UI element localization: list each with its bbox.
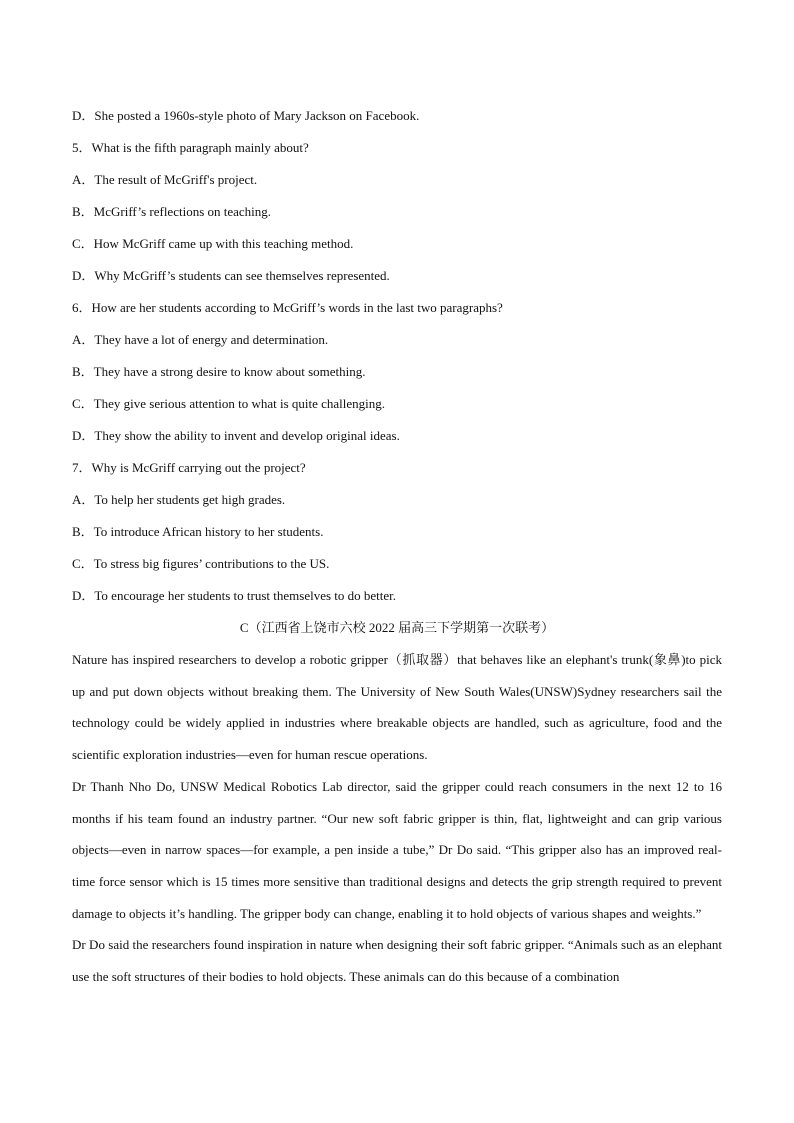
option-5d: D．Why McGriff’s students can see themselves represented. <box>72 268 390 283</box>
option-6b: B．They have a strong desire to know about something. <box>72 364 366 379</box>
passage-paragraph-3: Dr Do said the researchers found inspiration in nature when designing their soft fabric gripper. “Animals such as an elephant use the soft structures of their bodies to hold objects. These animals can do this because of a combination <box>72 937 722 985</box>
option-7a: A．To help her students get high grades. <box>72 492 286 507</box>
option-6d: D．They show the ability to invent and develop original ideas. <box>72 428 400 443</box>
option-7d: D．To encourage her students to trust themselves to do better. <box>72 588 397 603</box>
question-7: 7．Why is McGriff carrying out the project? <box>72 460 306 475</box>
option-7c: C．To stress big figures’ contributions to the US. <box>72 556 330 571</box>
passage-paragraph-2: Dr Thanh Nho Do, UNSW Medical Robotics Lab director, said the gripper could reach consumers in the next 12 to 16 months if his team found an industry partner. “Our new soft fabric gripper is thin, flat, lightweight and can grip various objects—even in narrow spaces—for example, a pen inside a tube,” Dr Do said. “This gripper also has an improved real-time force sensor which is 15 times more sensitive than traditional designs and detects the grip strength required to prevent damage to objects it’s handling. The gripper body can change, enabling it to hold objects of various shapes and weights.” <box>72 778 722 921</box>
option-5c: C．How McGriff came up with this teaching method. <box>72 236 354 251</box>
option-6c: C．They give serious attention to what is quite challenging. <box>72 396 386 411</box>
option-4d: D．She posted a 1960s-style photo of Mary Jackson on Facebook. <box>72 108 420 123</box>
option-5b: B．McGriff’s reflections on teaching. <box>72 204 272 219</box>
passage-paragraph-1: Nature has inspired researchers to develop a robotic gripper（抓取器）that behaves like an elephant's trunk(象鼻)to pick up and put down objects without breaking them. The University of New South Wales(UNSW)Sydney researchers sail the technology could be widely applied in industries where breakable objects are handled, such as agriculture, food and the scientific exploration industries—even for human rescue operations. <box>72 652 722 763</box>
question-5: 5．What is the fifth paragraph mainly about? <box>72 140 309 155</box>
option-5a: A．The result of McGriff's project. <box>72 172 258 187</box>
section-title: C（江西省上饶市六校 2022 届高三下学期第一次联考） <box>239 620 555 635</box>
option-6a: A．They have a lot of energy and determination. <box>72 332 329 347</box>
question-6: 6．How are her students according to McGriff’s words in the last two paragraphs? <box>72 300 503 315</box>
option-7b: B．To introduce African history to her students. <box>72 524 324 539</box>
document-page <box>72 100 722 993</box>
